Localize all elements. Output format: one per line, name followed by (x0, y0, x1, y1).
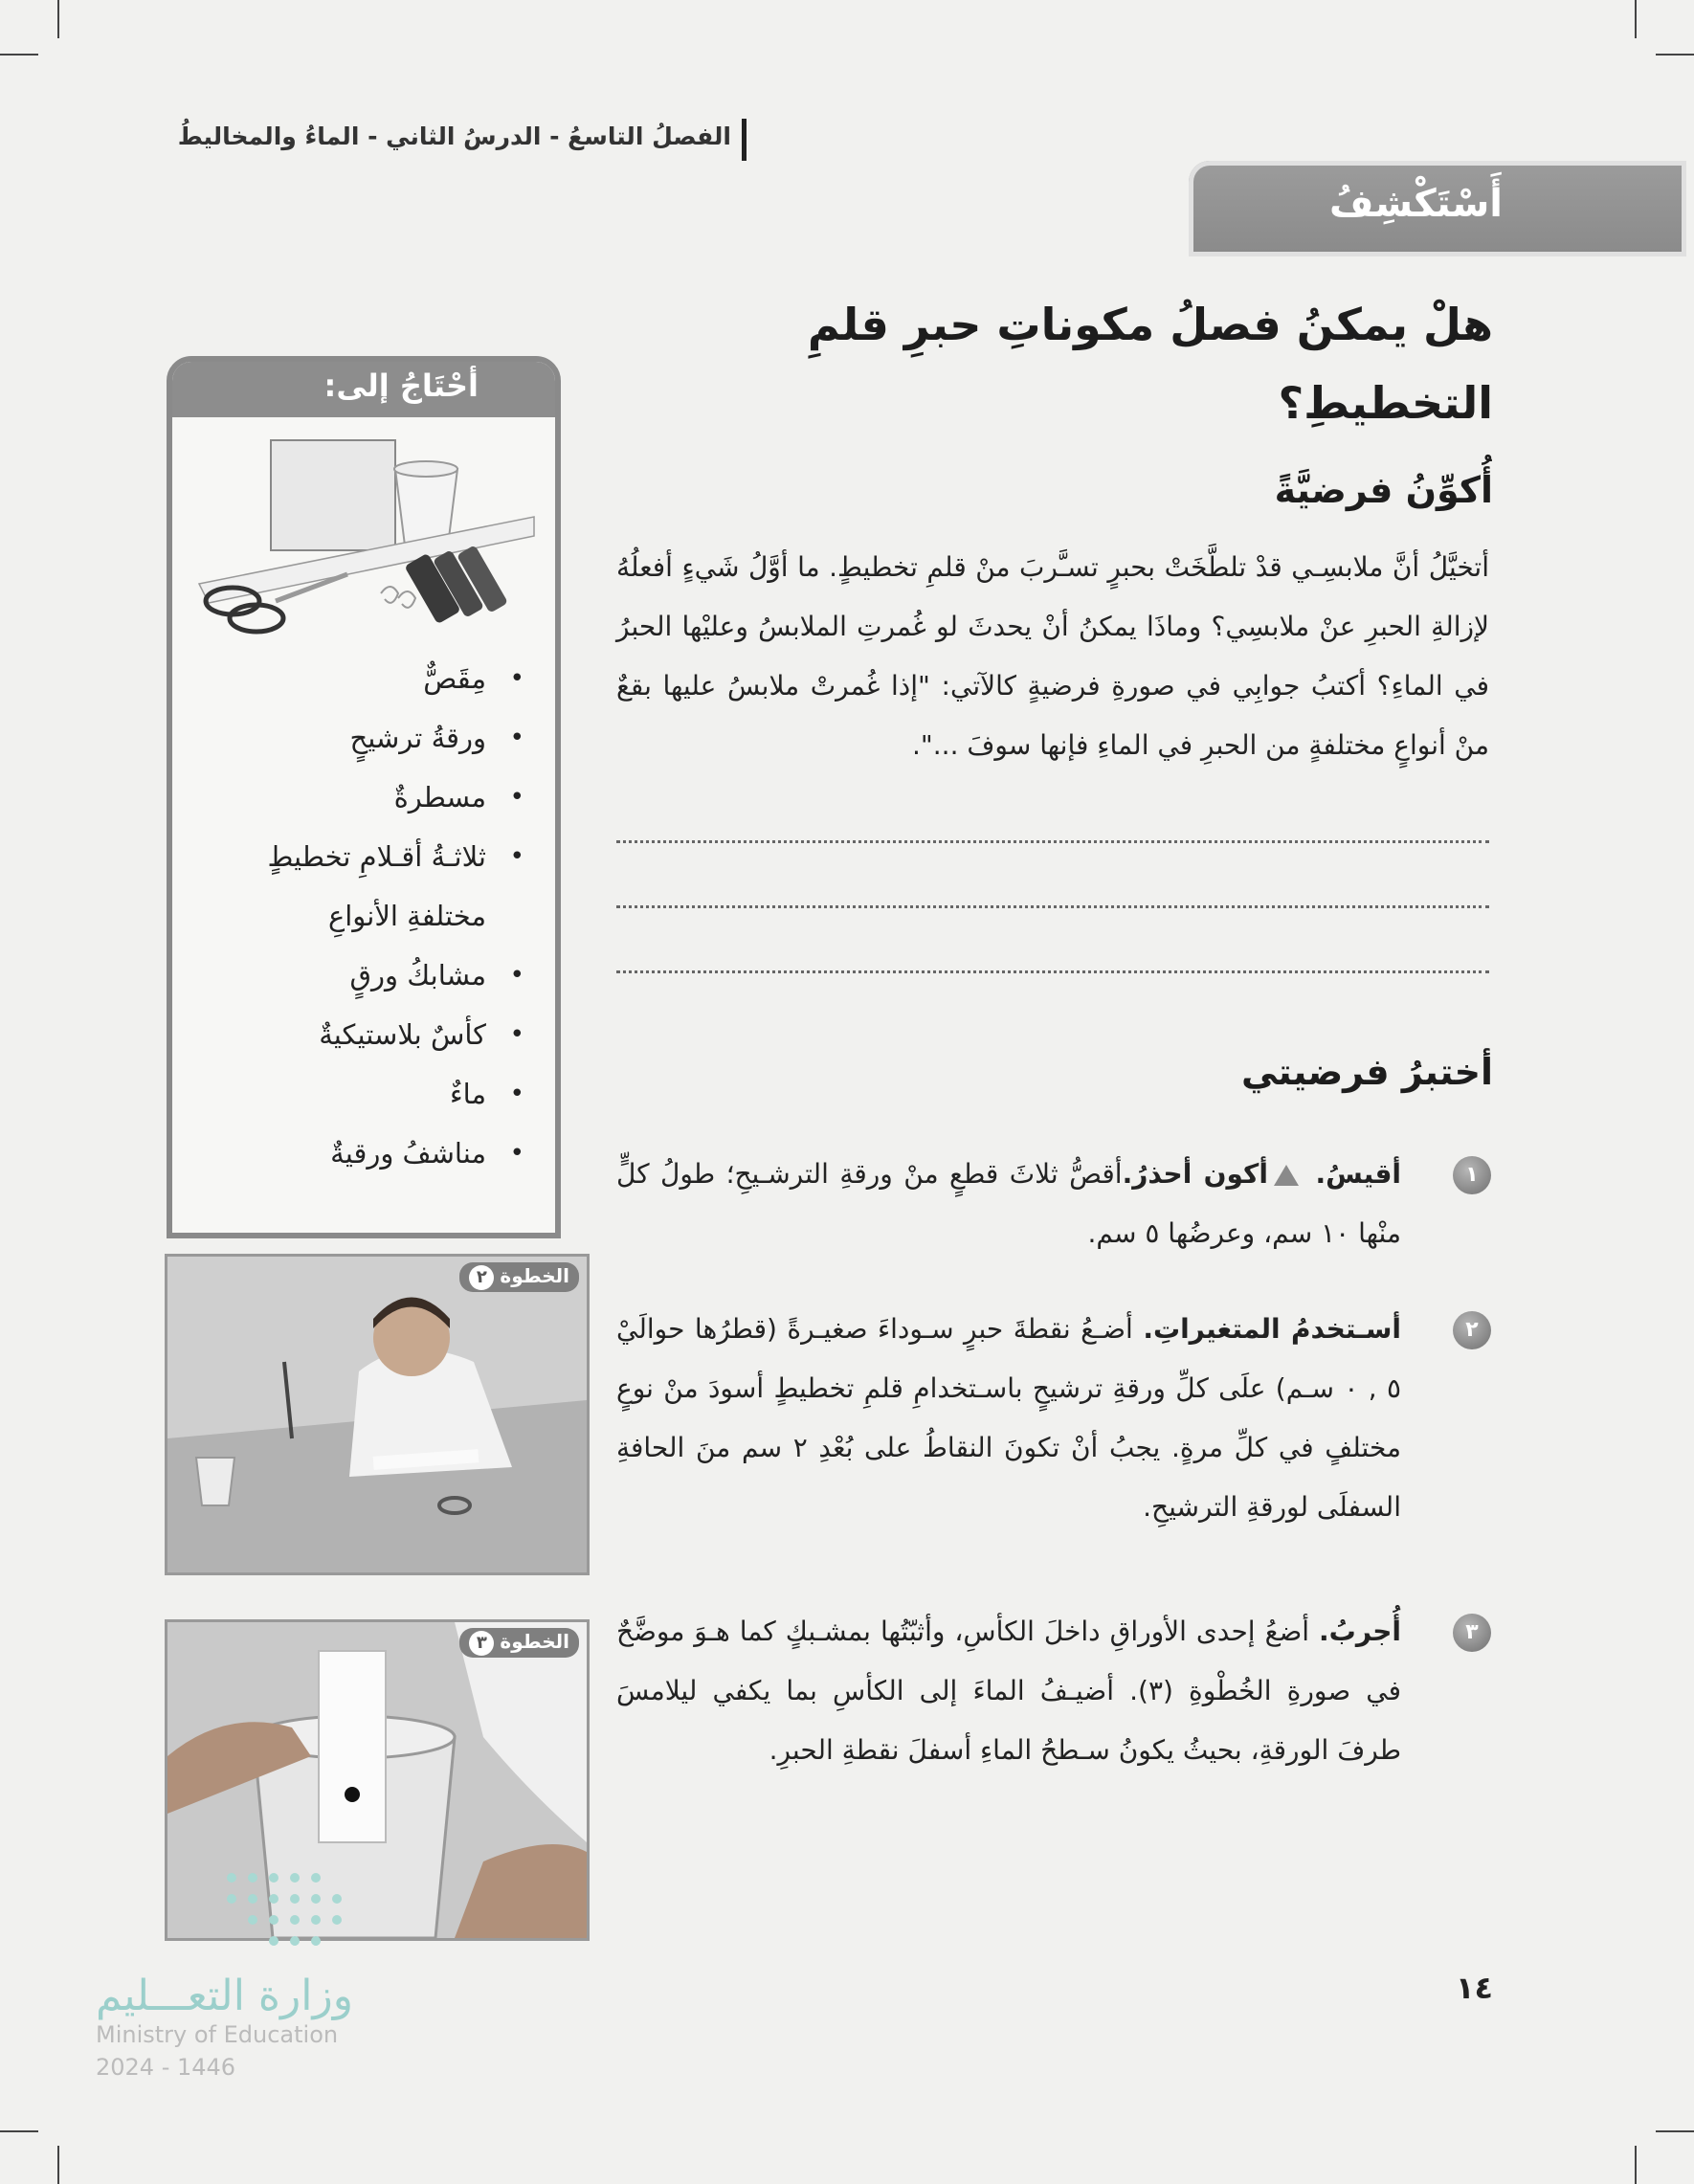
chapter-header-text: الفصلُ التاسعُ - الدرسُ الثاني - الماءُ والمخاليطُ (177, 123, 731, 150)
materials-title: أحْتَاجُ إلى: (323, 368, 479, 404)
answer-line (616, 905, 1489, 908)
chapter-header (77, 123, 747, 150)
ministry-name-arabic: وزارة التعـــليم (96, 1972, 353, 2020)
crop-mark (0, 2130, 38, 2132)
child-writing-illustration (167, 1257, 587, 1572)
step-1-text (616, 1145, 1401, 1263)
crop-mark (1656, 2130, 1694, 2132)
step-3-lead: أُجربُ. (1319, 1616, 1402, 1647)
page-number: ١٤ (1455, 1970, 1493, 2006)
step-2-photo-label (459, 1262, 579, 1292)
test-heading: أختبرُ فرضيتي (1240, 1051, 1493, 1093)
step-1-body: أقصُّ ثلاثَ قطعٍ منْ ورقةِ الترشـيحِ؛ طولُ كلٍّ منْها ١٠ سم، وعرضُها ٥ سم. (616, 1158, 1401, 1249)
crop-mark (57, 2146, 59, 2184)
list-item: • ثلاثـةُ أقـلامِ تخطيطٍ مختلفةِ الأنواعِ (188, 827, 532, 946)
list-item: • مِقَصٌّ (188, 649, 532, 708)
step-3-photo-label (459, 1628, 579, 1658)
step-2-lead: أسـتخدمُ المتغيراتِ. (1143, 1313, 1401, 1345)
list-item: • مشابكُ ورقٍ (188, 946, 532, 1005)
list-item: • كأسٌ بلاستيكيةٌ (188, 1005, 532, 1064)
step-number: ١ (1453, 1156, 1491, 1194)
edition-year: 2024 - 1446 (96, 2054, 236, 2081)
hypothesis-heading: أُكوِّنُ فرضيَّةً (1274, 469, 1493, 511)
step-1-lead: أقيسُ. (1315, 1158, 1402, 1190)
step-3-label-number: ٣ (469, 1631, 494, 1656)
main-question-line1: هلْ يمكنُ فصلُ مكوناتِ حبرِ قلمِ (807, 299, 1493, 350)
list-item: • ورقةُ ترشيحٍ (188, 708, 532, 768)
main-question (613, 285, 1493, 442)
answer-line (616, 970, 1489, 973)
list-item: • ماءٌ (188, 1064, 532, 1124)
materials-illustration (180, 431, 547, 641)
step-1-warning: أكون أحذرُ. (1122, 1158, 1268, 1190)
step-2-label-text: الخطوة (500, 1264, 569, 1287)
ministry-name-english: Ministry of Education (96, 2021, 339, 2048)
warning-triangle-icon (1274, 1165, 1299, 1186)
materials-box (167, 356, 561, 1238)
crop-mark (1635, 2146, 1637, 2184)
crop-mark (1656, 54, 1694, 56)
crop-mark (1635, 0, 1637, 38)
step-number: ٣ (1453, 1614, 1491, 1652)
step-3-label-text: الخطوة (500, 1630, 569, 1653)
answer-line (616, 840, 1489, 843)
hypothesis-text: أتخيَّلُ أنَّ ملابسِـي قدْ تلطَّخَتْ بحبرٍ تسـَّربَ منْ قلمِ تخطيطٍ. ما أوَّلُ شَيءٍ أفعلُهُ لإزالةِ الحبرِ عنْ ملابسِي؟ وماذَا يمكنُ أنْ يحدثَ لو غُمرتِ الملابسُ وعليْها الحبرُ في الماءِ؟ أكتبُ جوابِي في صورةِ فرضيةٍ كالآتي: "إذا غُمرتْ ملابسُ عليها بقعٌ منْ أنواعٍ مختلفةٍ من الحبرِ في الماءِ فإنها سوفَ ...". (616, 551, 1489, 761)
crop-mark (57, 0, 59, 38)
list-item: • مسطرةٌ (188, 768, 532, 827)
step-number: ٢ (1453, 1311, 1491, 1349)
step-2-label-number: ٢ (469, 1265, 494, 1290)
step-2-text (616, 1300, 1401, 1537)
materials-list (188, 649, 532, 1183)
step-3-text (616, 1602, 1401, 1780)
main-question-line2: التخطيطِ؟ (1278, 377, 1493, 429)
explore-title: أَسْتَكْشِفُ (1329, 182, 1503, 226)
step-2-photo (165, 1254, 590, 1575)
ministry-dot-pattern (222, 1866, 461, 1972)
step-2-body: أضـعُ نقطةَ حبرٍ سـوداءَ صغيـرةً (قطرُها حوالَيْ ٥ , ٠ سـم) علَى كلِّ ورقةِ ترشيحٍ باسـتخدامِ قلمِ تخطيطٍ أسودَ منْ نوعٍ مختلفٍ في كلِّ مرةٍ. يجبُ أنْ تكونَ النقاطُ على بُعْدِ ٢ سم منَ الحافةِ السفلَى لورقةِ الترشيحِ. (616, 1313, 1402, 1523)
crop-mark (0, 54, 38, 56)
step-3-body: أضعُ إحدى الأوراقِ داخلَ الكأسِ، وأثبّتُها بمشـبكٍ كما هـوَ موضَّحٌ في صورةِ الخُطْوةِ (٣). أضيـفُ الماءَ إلى الكأسِ بما يكفي ليلامسَ طرفَ الورقةِ، بحيثُ يكونُ سـطحُ الماءِ أسفلَ نقطةِ الحبرِ. (616, 1616, 1401, 1766)
list-item: • مناشفُ ورقيةٌ (188, 1124, 532, 1183)
